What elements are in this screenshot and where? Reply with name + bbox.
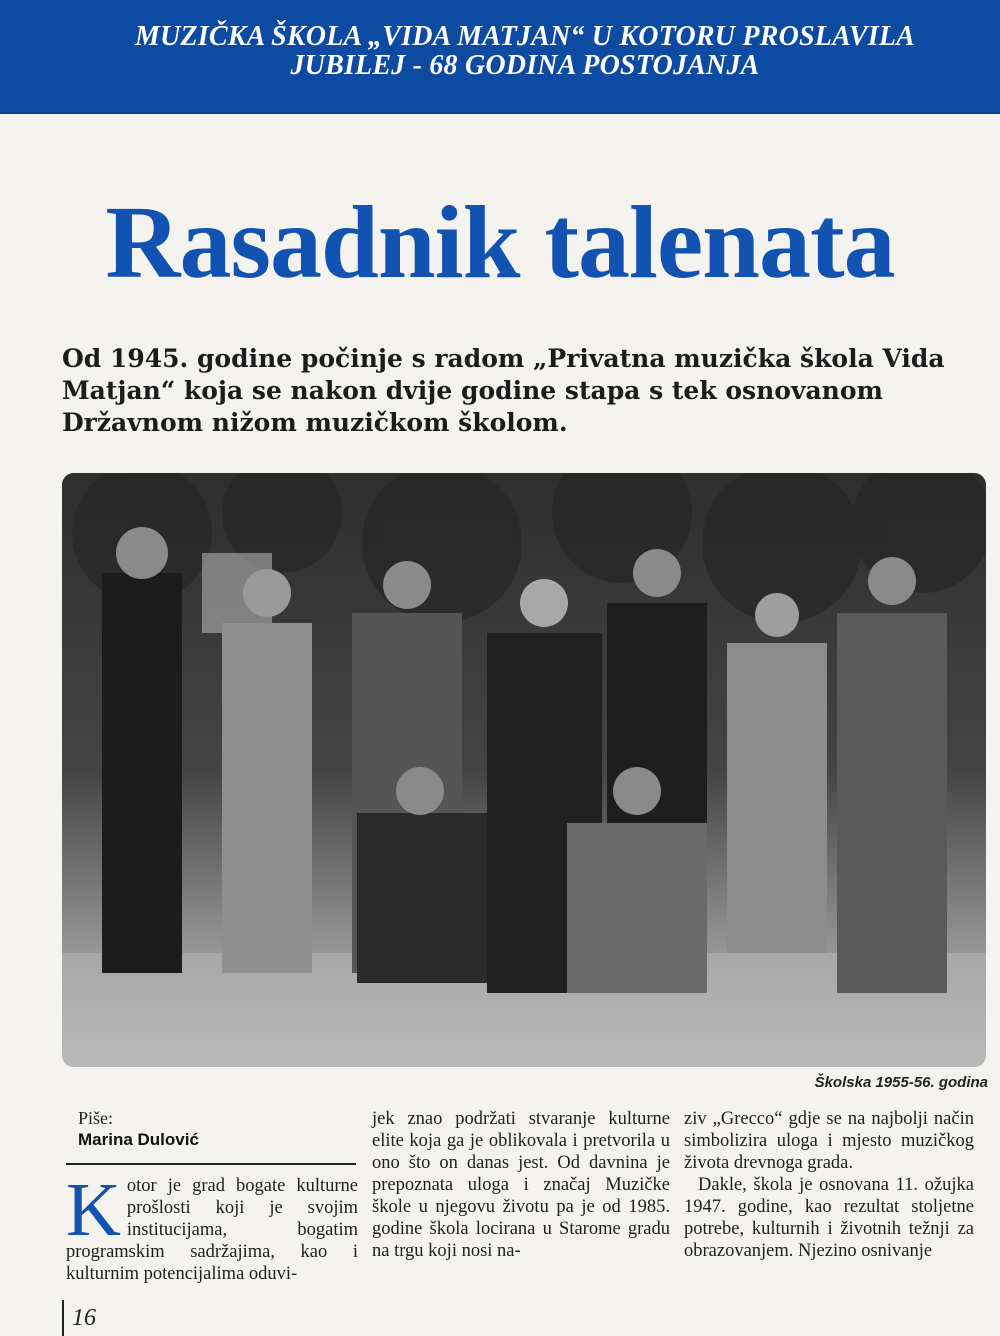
- page-number: 16: [62, 1300, 96, 1336]
- photo-caption: Školska 1955-56. godina: [814, 1074, 988, 1091]
- kicker-line-2: JUBILEJ - 68 GODINA POSTOJANJA: [290, 50, 760, 81]
- body-column-1: [66, 1168, 358, 1285]
- byline-label: Piše:: [78, 1108, 114, 1128]
- body-text-col3-p1: ziv „Grecco“ gdje se na najbolji način simbolizira uloga i mjesto muzičkog života drevnoga grada.: [684, 1109, 974, 1173]
- group-photo-icon: [62, 473, 986, 1067]
- group-photo: [62, 473, 986, 1067]
- article-headline: Rasadnik talenata: [105, 185, 895, 300]
- byline-author: Marina Dulović: [78, 1130, 199, 1149]
- kicker-title: [60, 22, 990, 80]
- body-text-col1: otor je grad bogate kulturne prošlosti koji je svojim institucijama, bogatim programskim sadržajima, kao i kulturnim potencijalima oduvi-: [66, 1176, 358, 1284]
- body-column-3: [684, 1108, 974, 1262]
- body-text-col3-p2: Dakle, škola je osnovana 11. ožujka 1947. godine, kao rezultat stoljetne potrebe, kulturnih i životnih težnji za obrazovanjem. Njezino osnivanje: [684, 1175, 974, 1261]
- body-text-col2: jek znao podržati stvaranje kulturne elite koja ga je oblikovala i pretvorila u ono što on danas jest. Od davnina je prepoznata uloga i značaj Muzičke škole u njegovu životu pa je od 1985. godine škola locirana u Starome gradu na trgu koji nosi na-: [372, 1109, 670, 1261]
- byline-divider: [66, 1163, 356, 1165]
- article-lead: Od 1945. godine počinje s radom „Privatna muzička škola Vida Matjan“ koja se nakon dvije godine stapa s tek osnovanom Državnom nižom muzičkom školom.: [62, 344, 945, 437]
- kicker-line-1: MUZIČKA ŠKOLA „VIDA MATJAN“ U KOTORU PROSLAVILA: [134, 21, 916, 52]
- body-column-2: [372, 1108, 670, 1262]
- drop-cap: K: [66, 1168, 121, 1252]
